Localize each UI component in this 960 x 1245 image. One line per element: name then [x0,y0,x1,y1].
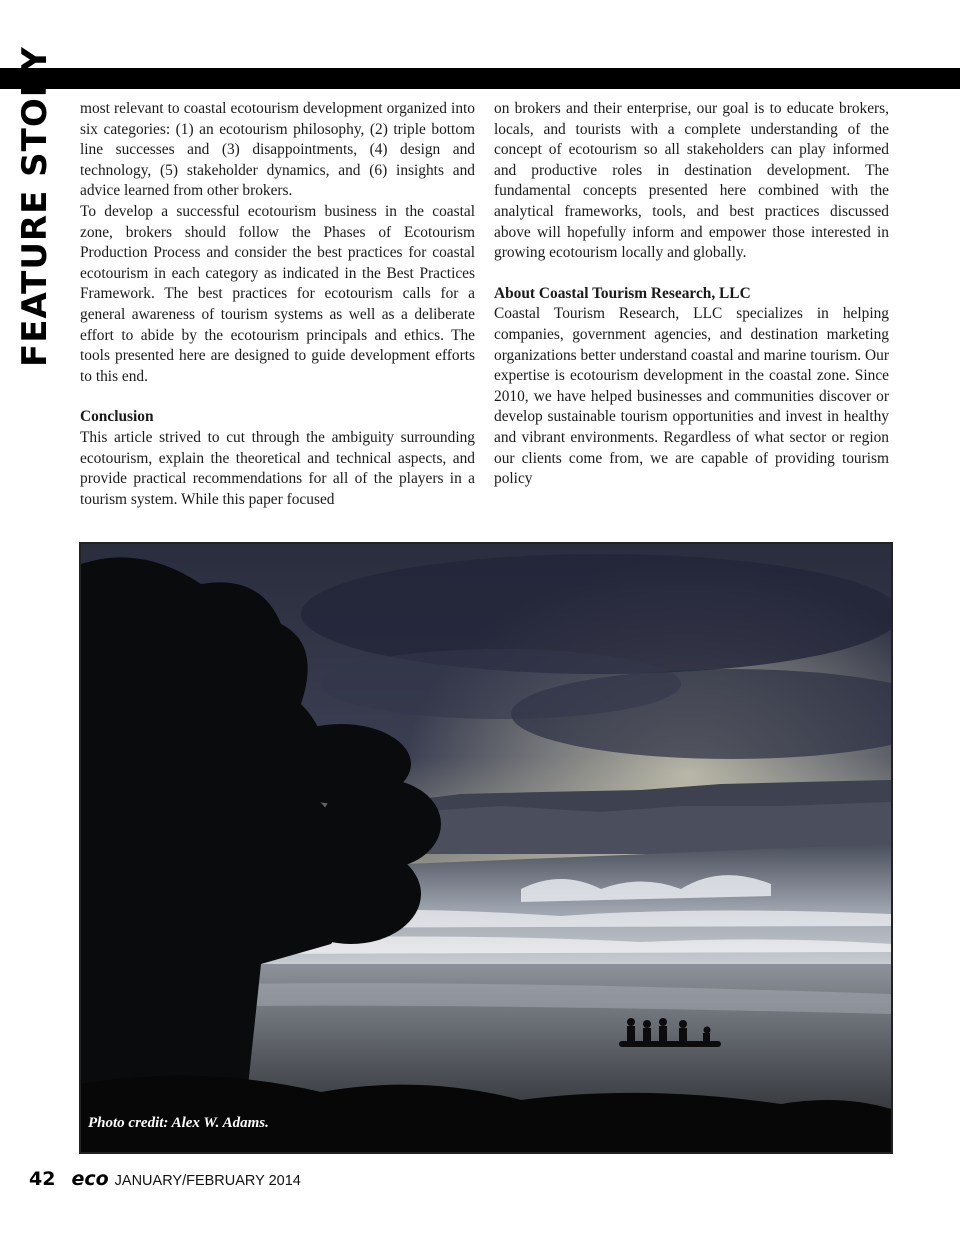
left-paragraph-1: most relevant to coastal ecotourism development organized into six categories: (1) an ecotourism philosophy, (2) triple bottom line successes and (3) disappointments, (4) design and technology, (5) stakeholder dynamics, and (6) insights and advice learned from other brokers. [80,100,475,200]
magazine-name: eco [71,1168,109,1190]
photo-credit: Photo credit: Alex W. Adams. [88,1115,269,1131]
beach-scene-illustration [81,544,891,1152]
issue-date: JANUARY/FEBRUARY 2014 [114,1173,301,1189]
right-column [494,99,889,490]
header-bar [0,68,960,89]
beach-photo [79,542,893,1154]
right-paragraph-1: on brokers and their enterprise, our goal is to educate brokers, locals, and tourists with a complete understanding of the concept of ecotourism so all stakeholders can play informed and productive roles in destination development. The fundamental concepts presented here combined with the analytical frameworks, tools, and best practices discussed above will hopefully inform and empower those interested in growing ecotourism locally and globally. [494,100,889,262]
conclusion-heading: Conclusion [80,408,154,426]
about-heading: About Coastal Tourism Research, LLC [494,284,751,302]
right-paragraph-2: Coastal Tourism Research, LLC specializes in helping companies, government agencies, and destination marketing organizations better understand coastal and marine tourism. Our expertise is ecotourism development in the coastal zone. Since 2010, we have helped businesses and communities discover or develop sustainable tourism opportunities and invest in healthy and vibrant environments. Regardless of what sector or region our clients come from, we are capable of providing tourism policy [494,305,889,488]
page-footer [29,1168,301,1194]
page-number: 42 [29,1168,56,1190]
left-paragraph-3: This article strived to cut through the ambiguity surrounding ecotourism, explain the theoretical and technical aspects, and provide practical recommendations for all of the players in a tourism system. While this paper focused [80,428,475,508]
section-label-text: FEATURE STORY [15,46,55,367]
left-paragraph-2: To develop a successful ecotourism business in the coastal zone, brokers should follow the Phases of Ecotourism Production Process and consider the best practices for coastal ecotourism in each category as indicated in the Best Practices Framework. The best practices for ecotourism calls for a general awareness of tourism systems as well as a deliberate effort to abide by the ecotourism principals and ethics. The tools presented here are designed to guide development efforts to this end. [80,202,475,385]
left-column [80,99,475,510]
